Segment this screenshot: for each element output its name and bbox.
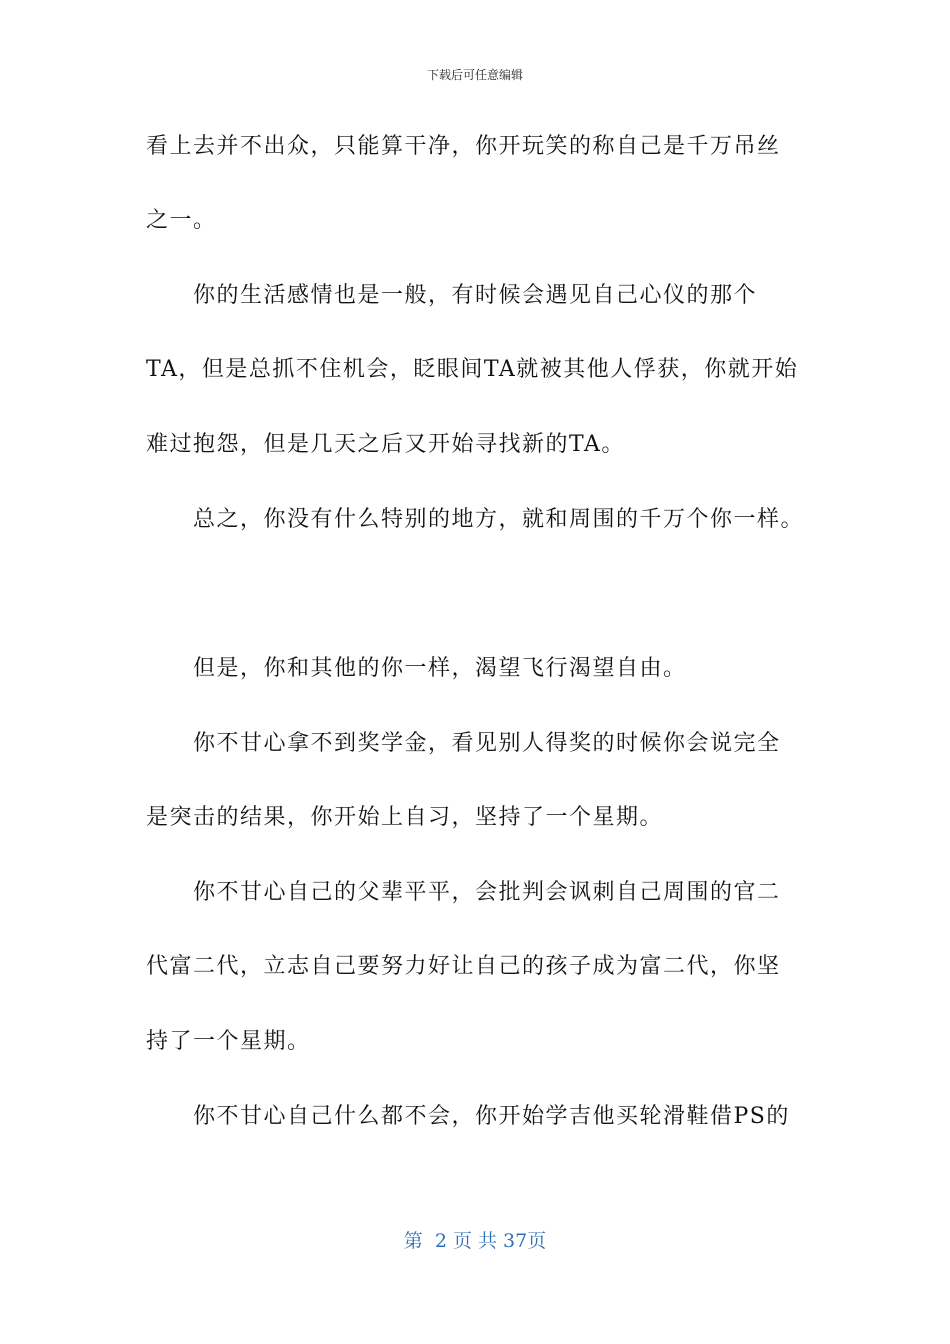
body-line-8: 你不甘心拿不到奖学金，看见别人得奖的时候你会说完全: [193, 731, 781, 756]
body-line-7: 但是，你和其他的你一样，渴望飞行渴望自由。: [193, 656, 687, 681]
body-line-2: 之一。: [146, 208, 217, 233]
body-line-6: 总之，你没有什么特别的地方，就和周围的千万个你一样。: [193, 507, 805, 532]
body-line-4: TA，但是总抓不住机会，眨眼间TA就被其他人俘获，你就开始: [146, 357, 799, 382]
body-line-5: 难过抱怨，但是几天之后又开始寻找新的TA。: [146, 432, 625, 457]
page-header-note: 下载后可任意编辑: [426, 68, 523, 82]
body-line-12: 持了一个星期。: [146, 1029, 311, 1054]
body-line-9: 是突击的结果，你开始上自习，坚持了一个星期。: [146, 805, 664, 830]
body-line-10: 你不甘心自己的父辈平平，会批判会讽刺自己周围的官二: [193, 880, 781, 905]
body-line-13: 你不甘心自己什么都不会，你开始学吉他买轮滑鞋借PS的: [193, 1104, 790, 1129]
body-line-3: 你的生活感情也是一般，有时候会遇见自己心仪的那个: [193, 283, 758, 308]
page-number-footer: 第 2 页 共 37页: [403, 1230, 547, 1252]
body-line-1: 看上去并不出众，只能算干净，你开玩笑的称自己是千万吊丝: [146, 134, 781, 159]
body-line-11: 代富二代，立志自己要努力好让自己的孩子成为富二代，你坚: [146, 954, 781, 979]
